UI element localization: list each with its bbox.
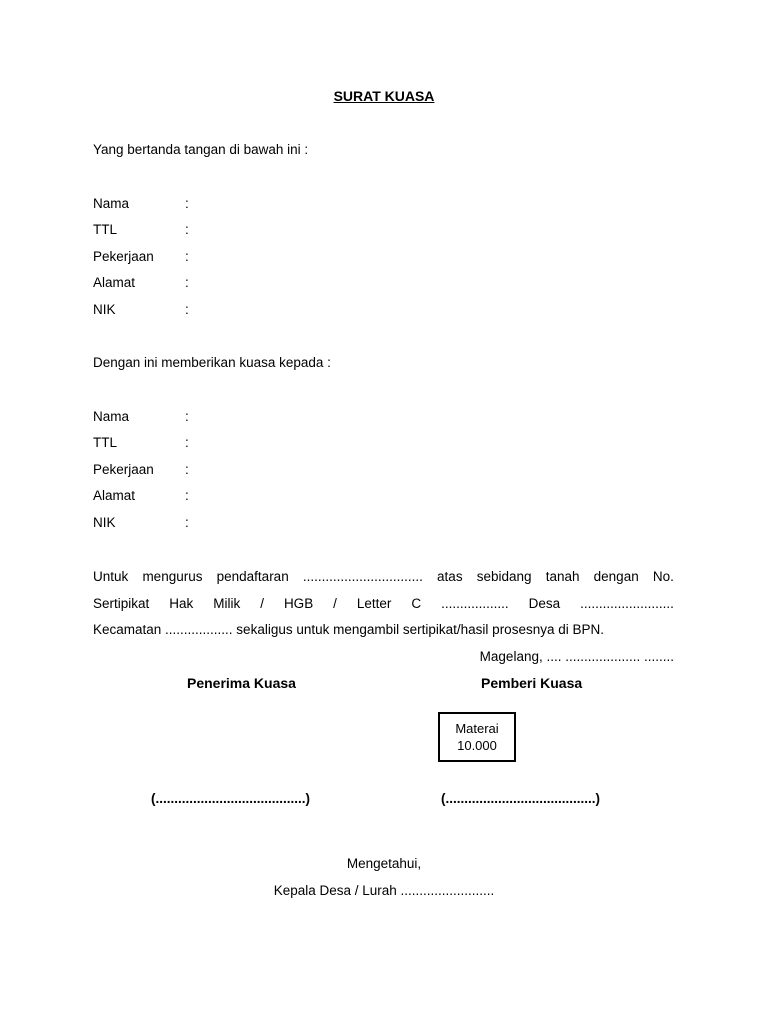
field-colon: : bbox=[185, 302, 189, 317]
field-label: NIK bbox=[93, 302, 116, 317]
field-colon: : bbox=[185, 488, 189, 503]
grantor-field-ttl bbox=[93, 222, 393, 240]
grantee-field-address bbox=[93, 488, 393, 506]
stamp-value: 10.000 bbox=[457, 738, 497, 753]
village-head-line: Kepala Desa / Lurah ......................... bbox=[273, 883, 495, 898]
grantor-field-occupation bbox=[93, 249, 393, 267]
purpose-word: ......................... bbox=[580, 596, 674, 611]
acknowledged-label: Mengetahui, bbox=[346, 856, 422, 871]
grantor-field-nik bbox=[93, 302, 393, 320]
grantee-field-name bbox=[93, 409, 393, 427]
purpose-word: No. bbox=[652, 569, 674, 584]
field-colon: : bbox=[185, 249, 189, 264]
field-colon: : bbox=[185, 222, 189, 237]
receiver-signature-line: (........................................) bbox=[151, 791, 311, 806]
purpose-word: Milik bbox=[213, 596, 241, 611]
purpose-word: tanah bbox=[545, 569, 580, 584]
purpose-word: Sertipikat bbox=[93, 596, 150, 611]
field-label: Alamat bbox=[93, 275, 136, 290]
field-colon: : bbox=[185, 275, 189, 290]
field-colon: : bbox=[185, 515, 189, 530]
purpose-line-2 bbox=[93, 596, 674, 611]
purpose-word: Desa bbox=[528, 596, 561, 611]
purpose-word: sebidang bbox=[476, 569, 532, 584]
stamp-label: Materai bbox=[455, 721, 499, 736]
purpose-line-3: Kecamatan .................. sekaligus untuk mengambil sertipikat/hasil prosesnya di BPN. bbox=[93, 622, 604, 637]
field-label: Nama bbox=[93, 196, 130, 211]
field-colon: : bbox=[185, 462, 189, 477]
stamp-box bbox=[438, 712, 516, 762]
field-colon: : bbox=[185, 196, 189, 211]
field-label: TTL bbox=[93, 435, 118, 450]
field-label: Alamat bbox=[93, 488, 136, 503]
purpose-word: mengurus bbox=[142, 569, 203, 584]
purpose-word: Letter bbox=[356, 596, 392, 611]
grantor-field-name bbox=[93, 196, 393, 214]
grantee-field-ttl bbox=[93, 435, 393, 453]
field-label: Pekerjaan bbox=[93, 462, 154, 477]
document-title: SURAT KUASA bbox=[333, 88, 435, 104]
field-colon: : bbox=[185, 409, 189, 424]
purpose-word: ................................ bbox=[302, 569, 423, 584]
receiver-heading: Penerima Kuasa bbox=[187, 675, 296, 691]
field-label: Nama bbox=[93, 409, 130, 424]
purpose-word: / bbox=[333, 596, 337, 611]
grantor-intro: Yang bertanda tangan di bawah ini : bbox=[93, 142, 309, 157]
purpose-word: dengan bbox=[593, 569, 639, 584]
purpose-word: Hak bbox=[169, 596, 194, 611]
field-label: NIK bbox=[93, 515, 116, 530]
purpose-word: .................. bbox=[441, 596, 509, 611]
purpose-line-1 bbox=[93, 569, 674, 584]
field-colon: : bbox=[185, 435, 189, 450]
field-label: TTL bbox=[93, 222, 118, 237]
purpose-word: atas bbox=[437, 569, 463, 584]
purpose-word: HGB bbox=[283, 596, 314, 611]
grantee-field-occupation bbox=[93, 462, 393, 480]
grantor-field-address bbox=[93, 275, 393, 293]
purpose-word: pendaftaran bbox=[216, 569, 289, 584]
purpose-word: Untuk bbox=[93, 569, 129, 584]
place-date: Magelang, .... .................... ........ bbox=[479, 649, 674, 664]
grantee-intro: Dengan ini memberikan kuasa kepada : bbox=[93, 355, 331, 370]
giver-heading: Pemberi Kuasa bbox=[481, 675, 583, 691]
grantee-field-nik bbox=[93, 515, 393, 533]
purpose-word: / bbox=[260, 596, 264, 611]
purpose-word: C bbox=[411, 596, 422, 611]
giver-signature-line: (........................................) bbox=[441, 791, 601, 806]
field-label: Pekerjaan bbox=[93, 249, 154, 264]
